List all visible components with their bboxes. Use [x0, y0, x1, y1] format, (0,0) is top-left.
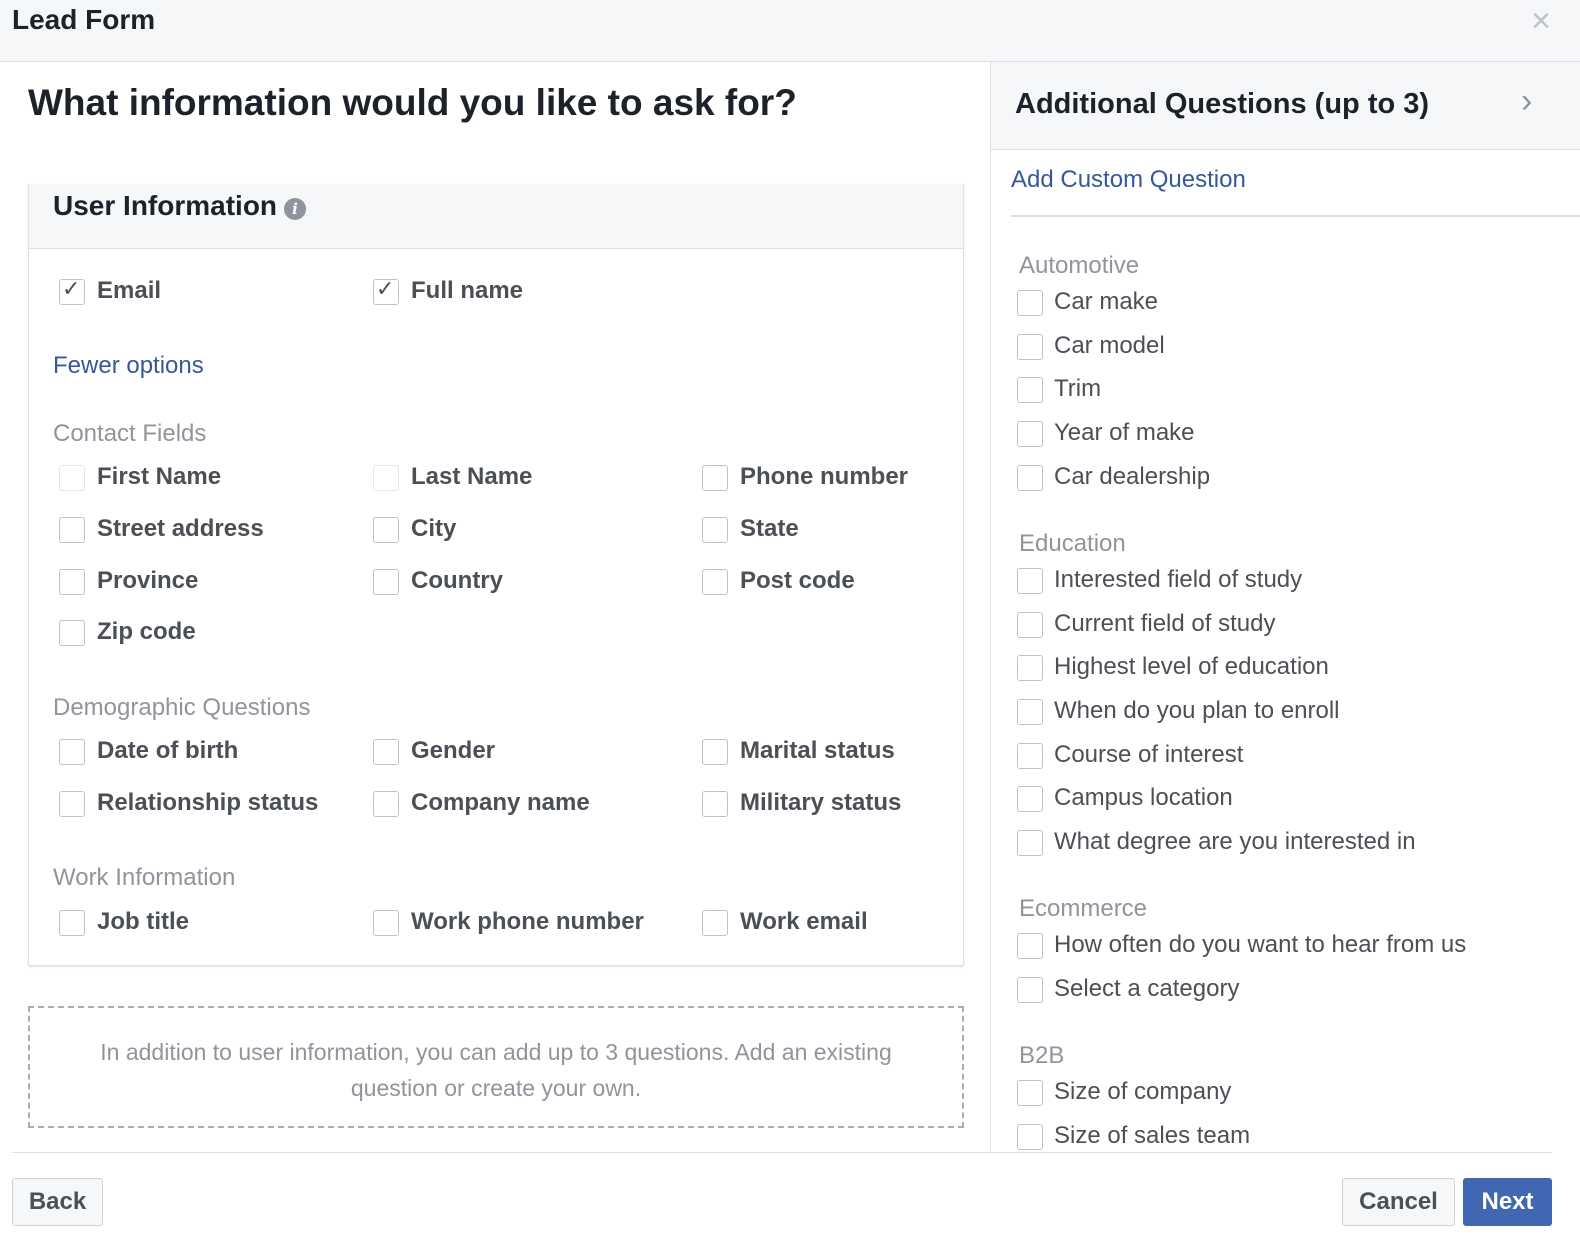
- state-checkbox[interactable]: [702, 517, 728, 543]
- next-button[interactable]: Next: [1463, 1178, 1552, 1226]
- relationship-status-checkbox[interactable]: [59, 791, 85, 817]
- highest-level-of-education-checkbox[interactable]: [1017, 655, 1043, 681]
- hear-frequency-checkbox[interactable]: [1017, 933, 1043, 959]
- full-name-label: Full name: [411, 277, 524, 304]
- size-of-company-label: Size of company: [1054, 1078, 1232, 1105]
- close-icon[interactable]: ×: [1531, 2, 1551, 40]
- select-category-label: Select a category: [1054, 975, 1240, 1002]
- company-name-label: Company name: [411, 789, 590, 816]
- relationship-status-label: Relationship status: [97, 789, 319, 816]
- page-title: What information would you like to ask for?: [28, 82, 797, 123]
- trim-label: Trim: [1054, 375, 1102, 402]
- section-title-contact-fields: Contact Fields: [53, 420, 207, 447]
- province-checkbox[interactable]: [59, 569, 85, 595]
- email-checkbox[interactable]: ✓: [59, 279, 85, 305]
- post-code-label: Post code: [740, 567, 855, 594]
- marital-status-checkbox[interactable]: [702, 739, 728, 765]
- interested-field-of-study-label: Interested field of study: [1054, 566, 1303, 593]
- date-of-birth-checkbox[interactable]: [59, 739, 85, 765]
- work-email-checkbox[interactable]: [702, 910, 728, 936]
- back-button[interactable]: Back: [12, 1178, 103, 1226]
- footer-divider: [12, 1152, 1552, 1153]
- plan-to-enroll-label: When do you plan to enroll: [1054, 697, 1340, 724]
- country-label: Country: [411, 567, 503, 594]
- street-address-checkbox[interactable]: [59, 517, 85, 543]
- date-of-birth-label: Date of birth: [97, 737, 239, 764]
- size-of-sales-team-checkbox[interactable]: [1017, 1124, 1043, 1150]
- category-title-automotive: Automotive: [1019, 252, 1140, 279]
- questions-hint-text: In addition to user information, you can add up to 3 questions. Add an existing question or create your own.: [100, 1039, 892, 1101]
- company-name-checkbox[interactable]: [373, 791, 399, 817]
- dialog-header: [0, 0, 1580, 62]
- car-make-checkbox[interactable]: [1017, 290, 1043, 316]
- highest-level-of-education-label: Highest level of education: [1054, 653, 1329, 680]
- first-name-label: First Name: [97, 463, 222, 490]
- country-checkbox[interactable]: [373, 569, 399, 595]
- zip-code-checkbox[interactable]: [59, 620, 85, 646]
- zip-code-label: Zip code: [97, 618, 196, 645]
- state-label: State: [740, 515, 799, 542]
- panel-title: Additional Questions (up to 3): [1015, 88, 1430, 120]
- car-dealership-label: Car dealership: [1054, 463, 1211, 490]
- job-title-label: Job title: [97, 908, 190, 935]
- year-of-make-label: Year of make: [1054, 419, 1195, 446]
- select-category-checkbox[interactable]: [1017, 977, 1043, 1003]
- user-information-card: [28, 184, 964, 966]
- divider: [1011, 215, 1580, 217]
- additional-questions-panel: [990, 62, 1580, 1152]
- campus-location-label: Campus location: [1054, 784, 1233, 811]
- car-model-label: Car model: [1054, 332, 1165, 359]
- hear-frequency-label: How often do you want to hear from us: [1054, 931, 1467, 958]
- degree-interest-checkbox[interactable]: [1017, 830, 1043, 856]
- degree-interest-label: What degree are you interested in: [1054, 828, 1416, 855]
- street-address-label: Street address: [97, 515, 264, 542]
- full-name-checkbox[interactable]: ✓: [373, 279, 399, 305]
- car-dealership-checkbox[interactable]: [1017, 465, 1043, 491]
- military-status-label: Military status: [740, 789, 902, 816]
- size-of-sales-team-label: Size of sales team: [1054, 1122, 1251, 1149]
- section-title-demographic-questions: Demographic Questions: [53, 694, 311, 721]
- card-header: [29, 184, 963, 249]
- course-of-interest-checkbox[interactable]: [1017, 743, 1043, 769]
- phone-number-label: Phone number: [740, 463, 909, 490]
- plan-to-enroll-checkbox[interactable]: [1017, 699, 1043, 725]
- car-make-label: Car make: [1054, 288, 1159, 315]
- province-label: Province: [97, 567, 199, 594]
- category-title-education: Education: [1019, 530, 1126, 557]
- marital-status-label: Marital status: [740, 737, 895, 764]
- email-label: Email: [97, 277, 162, 304]
- work-email-label: Work email: [740, 908, 868, 935]
- category-title-b2b: B2B: [1019, 1042, 1065, 1069]
- trim-checkbox[interactable]: [1017, 377, 1043, 403]
- military-status-checkbox[interactable]: [702, 791, 728, 817]
- last-name-label: Last Name: [411, 463, 533, 490]
- left-pane: [0, 62, 990, 1152]
- phone-number-checkbox[interactable]: [702, 465, 728, 491]
- chevron-right-icon[interactable]: ›: [1521, 82, 1533, 120]
- add-custom-question-link[interactable]: Add Custom Question: [1011, 166, 1246, 193]
- size-of-company-checkbox[interactable]: [1017, 1080, 1043, 1106]
- fewer-options-link[interactable]: Fewer options: [53, 352, 204, 379]
- city-checkbox[interactable]: [373, 517, 399, 543]
- post-code-checkbox[interactable]: [702, 569, 728, 595]
- current-field-of-study-checkbox[interactable]: [1017, 612, 1043, 638]
- year-of-make-checkbox[interactable]: [1017, 421, 1043, 447]
- city-label: City: [411, 515, 457, 542]
- work-phone-number-label: Work phone number: [411, 908, 644, 935]
- job-title-checkbox[interactable]: [59, 910, 85, 936]
- gender-checkbox[interactable]: [373, 739, 399, 765]
- first-name-checkbox[interactable]: [59, 465, 85, 491]
- work-phone-number-checkbox[interactable]: [373, 910, 399, 936]
- dialog-title: Lead Form: [12, 4, 156, 35]
- card-title: User Information: [53, 190, 278, 221]
- interested-field-of-study-checkbox[interactable]: [1017, 568, 1043, 594]
- cancel-button[interactable]: Cancel: [1342, 1178, 1455, 1226]
- section-title-work-information: Work Information: [53, 864, 236, 891]
- course-of-interest-label: Course of interest: [1054, 741, 1244, 768]
- questions-hint-box: [28, 1006, 964, 1128]
- campus-location-checkbox[interactable]: [1017, 786, 1043, 812]
- last-name-checkbox[interactable]: [373, 465, 399, 491]
- panel-header[interactable]: [991, 62, 1580, 150]
- info-icon[interactable]: i: [284, 198, 306, 220]
- current-field-of-study-label: Current field of study: [1054, 610, 1276, 637]
- car-model-checkbox[interactable]: [1017, 334, 1043, 360]
- category-title-ecommerce: Ecommerce: [1019, 895, 1148, 922]
- gender-label: Gender: [411, 737, 496, 764]
